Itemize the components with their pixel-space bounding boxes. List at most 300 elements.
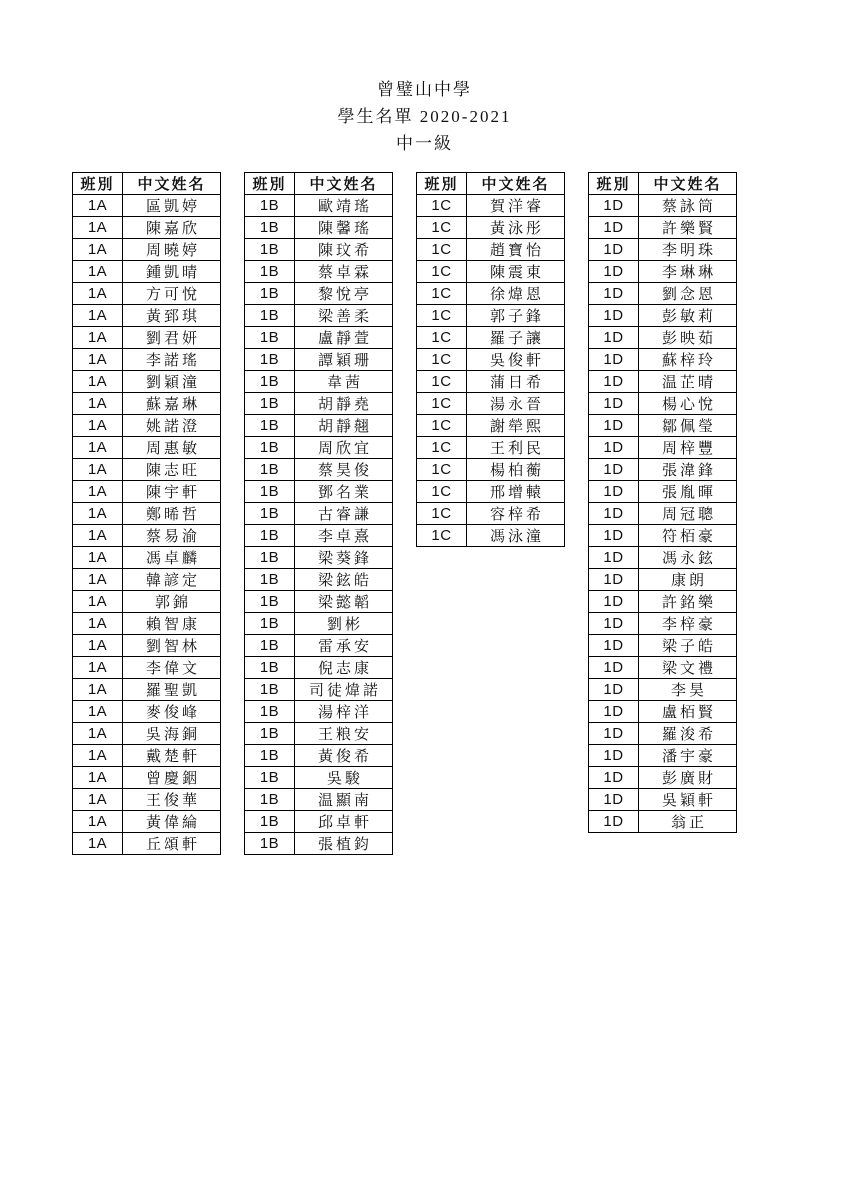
class-label-cell: 1A — [73, 635, 123, 657]
student-name-cell: 邢增轅 — [467, 481, 565, 503]
class-label-cell: 1B — [245, 305, 295, 327]
student-name-cell: 胡靜翹 — [295, 415, 393, 437]
class-label-cell: 1C — [417, 261, 467, 283]
student-name-cell: 劉智林 — [123, 635, 221, 657]
student-name-cell: 黃偉綸 — [123, 811, 221, 833]
class-label-cell: 1A — [73, 547, 123, 569]
student-name-cell: 梁鉉皓 — [295, 569, 393, 591]
name-column-header: 中文姓名 — [467, 173, 565, 195]
class-column-header: 班別 — [73, 173, 123, 195]
class-label-cell: 1D — [589, 767, 639, 789]
class-label-cell: 1B — [245, 525, 295, 547]
student-row — [589, 503, 737, 525]
student-name-cell: 康朗 — [639, 569, 737, 591]
class-label-cell: 1A — [73, 657, 123, 679]
class-label-cell: 1A — [73, 789, 123, 811]
student-name-cell: 陳嘉欣 — [123, 217, 221, 239]
student-name-cell: 彭映茹 — [639, 327, 737, 349]
header-row — [73, 173, 221, 195]
class-label-cell: 1A — [73, 503, 123, 525]
student-name-cell: 徐煒恩 — [467, 283, 565, 305]
student-name-cell: 梁子皓 — [639, 635, 737, 657]
class-label-cell: 1A — [73, 811, 123, 833]
student-row — [417, 525, 565, 547]
class-label-cell: 1C — [417, 239, 467, 261]
student-name-cell: 馮卓麟 — [123, 547, 221, 569]
student-name-cell: 鍾凱晴 — [123, 261, 221, 283]
student-name-cell: 司徒煒諾 — [295, 679, 393, 701]
student-name-cell: 方可悅 — [123, 283, 221, 305]
student-row — [589, 349, 737, 371]
student-row — [73, 239, 221, 261]
class-tables — [72, 172, 737, 855]
student-row — [73, 701, 221, 723]
student-name-cell: 陳震東 — [467, 261, 565, 283]
class-label-cell: 1D — [589, 503, 639, 525]
student-name-cell: 彭敏莉 — [639, 305, 737, 327]
class-label-cell: 1B — [245, 349, 295, 371]
student-row — [417, 349, 565, 371]
grade-title: 中一級 — [396, 134, 453, 153]
student-row — [417, 327, 565, 349]
student-name-cell: 張湋鋒 — [639, 459, 737, 481]
class-column-header: 班別 — [589, 173, 639, 195]
student-name-cell: 李琳琳 — [639, 261, 737, 283]
student-name-cell: 梁善柔 — [295, 305, 393, 327]
student-row — [73, 569, 221, 591]
student-row — [73, 657, 221, 679]
class-label-cell: 1D — [589, 569, 639, 591]
student-row — [245, 789, 393, 811]
student-row — [73, 415, 221, 437]
student-name-cell: 陳馨瑤 — [295, 217, 393, 239]
student-row — [417, 503, 565, 525]
student-name-cell: 陳玟希 — [295, 239, 393, 261]
student-name-cell: 吳駿 — [295, 767, 393, 789]
student-row — [245, 239, 393, 261]
class-label-cell: 1C — [417, 327, 467, 349]
student-row — [245, 745, 393, 767]
class-label-cell: 1D — [589, 261, 639, 283]
class-label-cell: 1D — [589, 811, 639, 833]
student-name-cell: 周曉婷 — [123, 239, 221, 261]
student-name-cell: 盧栢賢 — [639, 701, 737, 723]
class-label-cell: 1B — [245, 217, 295, 239]
student-row — [73, 327, 221, 349]
class-label-cell: 1A — [73, 745, 123, 767]
student-row — [245, 657, 393, 679]
class-label-cell: 1D — [589, 459, 639, 481]
list-title: 學生名單 2020-2021 — [337, 107, 512, 126]
class-label-cell: 1D — [589, 481, 639, 503]
student-row — [245, 195, 393, 217]
student-row — [417, 393, 565, 415]
class-label-cell: 1A — [73, 283, 123, 305]
student-row — [73, 525, 221, 547]
student-name-cell: 盧靜萱 — [295, 327, 393, 349]
student-row — [73, 745, 221, 767]
class-label-cell: 1D — [589, 217, 639, 239]
student-name-cell: 李梓豪 — [639, 613, 737, 635]
class-label-cell: 1A — [73, 701, 123, 723]
class-column-header: 班別 — [245, 173, 295, 195]
student-row — [589, 613, 737, 635]
class-column-header: 班別 — [417, 173, 467, 195]
class-label-cell: 1A — [73, 459, 123, 481]
student-row — [73, 503, 221, 525]
student-name-cell: 蒲日希 — [467, 371, 565, 393]
class-label-cell: 1D — [589, 283, 639, 305]
student-name-cell: 鄭晞哲 — [123, 503, 221, 525]
student-row — [417, 437, 565, 459]
student-row — [589, 217, 737, 239]
class-label-cell: 1A — [73, 371, 123, 393]
student-row — [589, 525, 737, 547]
student-name-cell: 曾慶銦 — [123, 767, 221, 789]
student-name-cell: 韓諺定 — [123, 569, 221, 591]
student-name-cell: 黃俊希 — [295, 745, 393, 767]
student-name-cell: 邱卓軒 — [295, 811, 393, 833]
class-label-cell: 1A — [73, 525, 123, 547]
student-row — [589, 811, 737, 833]
student-row — [245, 591, 393, 613]
class-label-cell: 1C — [417, 371, 467, 393]
student-row — [73, 437, 221, 459]
student-name-cell: 王粮安 — [295, 723, 393, 745]
student-row — [73, 481, 221, 503]
student-name-cell: 郭子鋒 — [467, 305, 565, 327]
student-row — [589, 459, 737, 481]
student-row — [73, 591, 221, 613]
class-label-cell: 1A — [73, 327, 123, 349]
student-name-cell: 古睿謙 — [295, 503, 393, 525]
student-row — [245, 833, 393, 855]
class-label-cell: 1A — [73, 481, 123, 503]
student-row — [589, 415, 737, 437]
student-name-cell: 梁葵鋒 — [295, 547, 393, 569]
student-row — [245, 305, 393, 327]
student-name-cell: 許樂賢 — [639, 217, 737, 239]
class-label-cell: 1B — [245, 701, 295, 723]
student-name-cell: 區凱婷 — [123, 195, 221, 217]
student-row — [245, 415, 393, 437]
student-name-cell: 倪志康 — [295, 657, 393, 679]
student-name-cell: 翁正 — [639, 811, 737, 833]
class-label-cell: 1D — [589, 745, 639, 767]
header-row — [417, 173, 565, 195]
student-name-cell: 趙寶怡 — [467, 239, 565, 261]
student-name-cell: 姚諾澄 — [123, 415, 221, 437]
student-row — [245, 327, 393, 349]
class-label-cell: 1D — [589, 723, 639, 745]
student-name-cell: 譚穎珊 — [295, 349, 393, 371]
name-column-header: 中文姓名 — [123, 173, 221, 195]
class-label-cell: 1B — [245, 789, 295, 811]
student-name-cell: 羅浚希 — [639, 723, 737, 745]
student-row — [245, 767, 393, 789]
class-label-cell: 1B — [245, 547, 295, 569]
student-row — [417, 261, 565, 283]
class-table-1b — [244, 172, 393, 855]
student-row — [245, 525, 393, 547]
class-label-cell: 1D — [589, 789, 639, 811]
student-name-cell: 周欣宜 — [295, 437, 393, 459]
class-label-cell: 1C — [417, 525, 467, 547]
class-table-1d — [588, 172, 737, 833]
class-label-cell: 1B — [245, 327, 295, 349]
student-row — [589, 239, 737, 261]
class-label-cell: 1C — [417, 349, 467, 371]
class-label-cell: 1A — [73, 723, 123, 745]
document-header — [0, 76, 849, 157]
class-label-cell: 1B — [245, 283, 295, 305]
student-name-cell: 張植鈞 — [295, 833, 393, 855]
class-label-cell: 1A — [73, 305, 123, 327]
student-name-cell: 周惠敏 — [123, 437, 221, 459]
student-row — [245, 723, 393, 745]
student-name-cell: 劉穎潼 — [123, 371, 221, 393]
student-row — [589, 327, 737, 349]
class-label-cell: 1A — [73, 217, 123, 239]
student-name-cell: 雷承安 — [295, 635, 393, 657]
student-name-cell: 馮泳潼 — [467, 525, 565, 547]
class-label-cell: 1D — [589, 701, 639, 723]
student-name-cell: 陳宇軒 — [123, 481, 221, 503]
student-name-cell: 楊心悅 — [639, 393, 737, 415]
class-label-cell: 1A — [73, 239, 123, 261]
student-row — [245, 393, 393, 415]
student-row — [73, 613, 221, 635]
class-label-cell: 1B — [245, 613, 295, 635]
student-row — [245, 569, 393, 591]
class-label-cell: 1A — [73, 613, 123, 635]
student-row — [417, 217, 565, 239]
student-row — [73, 371, 221, 393]
student-name-cell: 梁懿韜 — [295, 591, 393, 613]
class-label-cell: 1C — [417, 305, 467, 327]
class-label-cell: 1D — [589, 393, 639, 415]
student-name-cell: 李卓熹 — [295, 525, 393, 547]
student-row — [589, 195, 737, 217]
student-row — [245, 261, 393, 283]
class-label-cell: 1B — [245, 657, 295, 679]
student-name-cell: 李昊 — [639, 679, 737, 701]
class-label-cell: 1D — [589, 239, 639, 261]
student-name-cell: 湯梓洋 — [295, 701, 393, 723]
student-name-cell: 賀洋睿 — [467, 195, 565, 217]
class-label-cell: 1D — [589, 305, 639, 327]
student-name-cell: 劉念恩 — [639, 283, 737, 305]
student-name-cell: 符栢豪 — [639, 525, 737, 547]
class-label-cell: 1D — [589, 547, 639, 569]
student-row — [589, 261, 737, 283]
class-label-cell: 1B — [245, 371, 295, 393]
class-label-cell: 1D — [589, 195, 639, 217]
class-label-cell: 1C — [417, 503, 467, 525]
student-name-cell: 吳穎軒 — [639, 789, 737, 811]
class-label-cell: 1D — [589, 679, 639, 701]
class-label-cell: 1C — [417, 415, 467, 437]
class-label-cell: 1A — [73, 591, 123, 613]
class-label-cell: 1C — [417, 393, 467, 415]
name-column-header: 中文姓名 — [295, 173, 393, 195]
student-row — [73, 723, 221, 745]
class-label-cell: 1B — [245, 811, 295, 833]
student-row — [73, 767, 221, 789]
class-label-cell: 1C — [417, 481, 467, 503]
class-label-cell: 1B — [245, 569, 295, 591]
class-label-cell: 1D — [589, 437, 639, 459]
class-label-cell: 1A — [73, 437, 123, 459]
class-label-cell: 1D — [589, 635, 639, 657]
student-name-cell: 李偉文 — [123, 657, 221, 679]
class-label-cell: 1B — [245, 679, 295, 701]
student-row — [417, 415, 565, 437]
student-row — [245, 459, 393, 481]
student-row — [73, 547, 221, 569]
class-label-cell: 1B — [245, 459, 295, 481]
class-label-cell: 1C — [417, 437, 467, 459]
student-row — [245, 217, 393, 239]
student-row — [245, 437, 393, 459]
student-row — [589, 393, 737, 415]
student-name-cell: 鄒佩瑩 — [639, 415, 737, 437]
student-name-cell: 吳海銅 — [123, 723, 221, 745]
class-label-cell: 1C — [417, 283, 467, 305]
class-label-cell: 1B — [245, 591, 295, 613]
student-name-cell: 郭錦 — [123, 591, 221, 613]
student-name-cell: 温芷晴 — [639, 371, 737, 393]
student-name-cell: 馮永鉉 — [639, 547, 737, 569]
student-name-cell: 胡靜堯 — [295, 393, 393, 415]
student-name-cell: 蘇梓玲 — [639, 349, 737, 371]
student-row — [589, 789, 737, 811]
student-row — [589, 657, 737, 679]
student-name-cell: 李明珠 — [639, 239, 737, 261]
student-name-cell: 黎悅亭 — [295, 283, 393, 305]
student-row — [245, 503, 393, 525]
student-row — [589, 723, 737, 745]
class-label-cell: 1C — [417, 195, 467, 217]
student-row — [417, 305, 565, 327]
student-name-cell: 麥俊峰 — [123, 701, 221, 723]
student-name-cell: 蔡昊俊 — [295, 459, 393, 481]
student-name-cell: 周梓豐 — [639, 437, 737, 459]
student-row — [417, 371, 565, 393]
student-name-cell: 韋茜 — [295, 371, 393, 393]
class-label-cell: 1B — [245, 635, 295, 657]
student-row — [73, 635, 221, 657]
student-row — [417, 239, 565, 261]
student-name-cell: 戴楚軒 — [123, 745, 221, 767]
school-name: 曾璧山中學 — [377, 80, 472, 99]
student-name-cell: 羅聖凱 — [123, 679, 221, 701]
class-label-cell: 1B — [245, 833, 295, 855]
student-row — [589, 305, 737, 327]
student-name-cell: 楊柏蘅 — [467, 459, 565, 481]
class-label-cell: 1D — [589, 613, 639, 635]
student-row — [589, 745, 737, 767]
student-row — [589, 701, 737, 723]
student-name-cell: 羅子讓 — [467, 327, 565, 349]
class-label-cell: 1A — [73, 415, 123, 437]
student-name-cell: 黃郅琪 — [123, 305, 221, 327]
class-label-cell: 1B — [245, 745, 295, 767]
class-label-cell: 1A — [73, 767, 123, 789]
student-row — [73, 459, 221, 481]
student-name-cell: 劉彬 — [295, 613, 393, 635]
student-row — [245, 811, 393, 833]
class-label-cell: 1D — [589, 415, 639, 437]
class-label-cell: 1A — [73, 349, 123, 371]
student-row — [589, 679, 737, 701]
student-row — [73, 261, 221, 283]
class-label-cell: 1B — [245, 723, 295, 745]
class-label-cell: 1A — [73, 195, 123, 217]
header-row — [589, 173, 737, 195]
class-label-cell: 1C — [417, 217, 467, 239]
student-name-cell: 劉君妍 — [123, 327, 221, 349]
student-row — [417, 195, 565, 217]
student-row — [245, 283, 393, 305]
class-label-cell: 1A — [73, 569, 123, 591]
student-name-cell: 蔡易渝 — [123, 525, 221, 547]
class-label-cell: 1B — [245, 415, 295, 437]
student-name-cell: 容梓希 — [467, 503, 565, 525]
student-row — [417, 459, 565, 481]
class-label-cell: 1B — [245, 393, 295, 415]
student-name-cell: 王俊華 — [123, 789, 221, 811]
student-row — [245, 481, 393, 503]
student-row — [245, 701, 393, 723]
class-label-cell: 1A — [73, 393, 123, 415]
student-row — [417, 481, 565, 503]
student-name-cell: 王利民 — [467, 437, 565, 459]
student-row — [245, 547, 393, 569]
student-name-cell: 陳志旺 — [123, 459, 221, 481]
class-table-1a — [72, 172, 221, 855]
student-row — [73, 833, 221, 855]
student-row — [245, 613, 393, 635]
student-row — [589, 569, 737, 591]
class-label-cell: 1B — [245, 195, 295, 217]
class-label-cell: 1D — [589, 349, 639, 371]
student-name-cell: 鄧名業 — [295, 481, 393, 503]
class-label-cell: 1A — [73, 833, 123, 855]
class-label-cell: 1B — [245, 503, 295, 525]
student-row — [589, 767, 737, 789]
student-name-cell: 吳俊軒 — [467, 349, 565, 371]
student-name-cell: 周冠聰 — [639, 503, 737, 525]
student-row — [589, 437, 737, 459]
class-label-cell: 1B — [245, 261, 295, 283]
student-row — [73, 679, 221, 701]
student-row — [73, 195, 221, 217]
student-name-cell: 温顯南 — [295, 789, 393, 811]
class-label-cell: 1B — [245, 481, 295, 503]
student-row — [73, 305, 221, 327]
student-name-cell: 李諾瑤 — [123, 349, 221, 371]
student-name-cell: 黃泳彤 — [467, 217, 565, 239]
student-row — [589, 371, 737, 393]
student-name-cell: 蔡卓霖 — [295, 261, 393, 283]
student-name-cell: 歐靖瑤 — [295, 195, 393, 217]
student-row — [589, 481, 737, 503]
student-row — [245, 349, 393, 371]
student-row — [73, 283, 221, 305]
student-row — [589, 547, 737, 569]
class-label-cell: 1C — [417, 459, 467, 481]
